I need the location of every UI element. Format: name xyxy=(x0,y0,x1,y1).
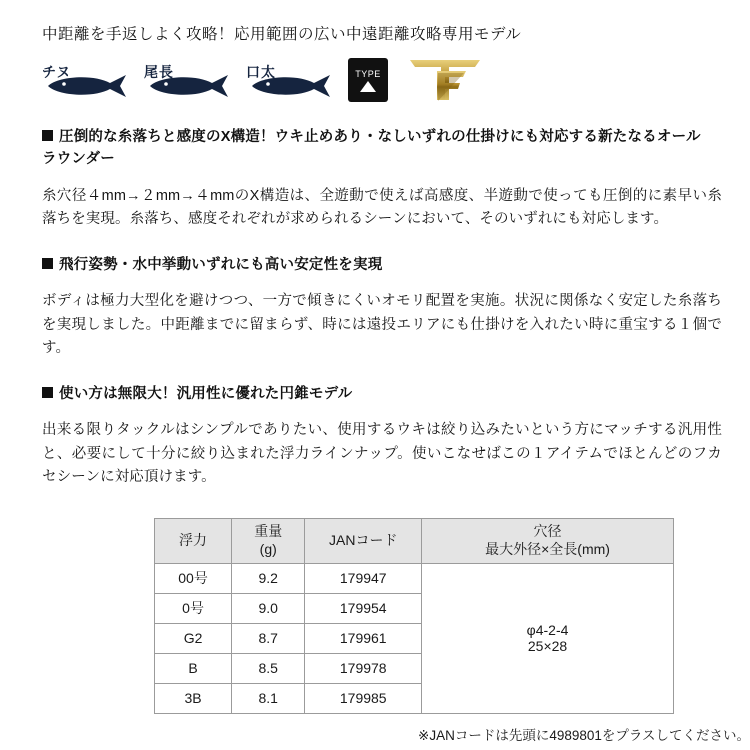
fish-label: チヌ xyxy=(42,64,72,80)
cell-weight: 9.2 xyxy=(232,563,305,593)
cell-buoyancy: G2 xyxy=(155,623,232,653)
cell-weight: 9.0 xyxy=(232,593,305,623)
section-heading-text: 飛行姿勢・水中挙動いずれにも高い安定性を実現 xyxy=(59,256,383,273)
section-heading-1 xyxy=(42,126,714,171)
section-heading-text: 圧倒的な糸落ちと感度のX構造！ウキ止めあり・なしいずれの仕掛けにも対応する新たなるオールラウンダー xyxy=(42,129,701,168)
section-body-3: 出来る限りタックルはシンプルでありたい、使用するウキは絞り込みたいという方にマッチする汎用性と、必要にして十分に絞り込まれた浮力ラインナップ。使いこなせばこの１アイテムでほとんどのフカセシーンに対応頂けます。 xyxy=(42,422,722,486)
spec-table-head xyxy=(155,518,674,563)
spec-table-wrapper xyxy=(154,518,674,714)
section-body-1: 糸穴径４mm→２mm→４mmのX構造は、全遊動で使えば高感度、半遊動で使っても圧倒的に素早い糸落ちを実現。糸落ち、感度それぞれが求められるシーンにおいて、そのいずれにも対応します。 xyxy=(42,187,722,228)
cell-buoyancy: 0号 xyxy=(155,593,232,623)
cell-buoyancy: B xyxy=(155,653,232,683)
section-body-2: ボディは極力大型化を避けつつ、一方で傾きにくいオモリ配置を実施。状況に関係なく安定した糸落ちを実現しました。中距離までに留まらず、時には遠投エリアにも仕掛けを入れたい時に重宝する１個です。 xyxy=(42,293,722,357)
section-heading-3 xyxy=(42,383,714,405)
cell-weight: 8.7 xyxy=(232,623,305,653)
cell-weight: 8.1 xyxy=(232,683,305,713)
fish-label: 尾長 xyxy=(144,64,174,80)
bullet-square-icon xyxy=(42,387,53,398)
bullet-square-icon xyxy=(42,258,53,269)
target-fish-badge-onaga xyxy=(144,60,232,100)
header-weight-line2: (g) xyxy=(259,540,277,557)
spec-table xyxy=(154,518,674,714)
bullet-square-icon xyxy=(42,130,53,141)
cell-weight: 8.5 xyxy=(232,653,305,683)
cell-jan: 179947 xyxy=(305,563,422,593)
cell-hole-diameter xyxy=(422,563,674,713)
cell-jan: 179978 xyxy=(305,653,422,683)
type-badge-label: TYPE xyxy=(355,68,381,79)
section-heading-2 xyxy=(42,254,714,276)
header-hole-line2: 最大外径×全長(mm) xyxy=(485,540,610,557)
badge-row xyxy=(42,56,714,104)
page-title: 中距離を手返しよく攻略！応用範囲の広い中遠距離攻略専用モデル xyxy=(42,26,522,43)
header-hole-line1: 穴径 xyxy=(533,523,562,540)
cell-jan: 179954 xyxy=(305,593,422,623)
cell-jan: 179961 xyxy=(305,623,422,653)
cell-jan: 179985 xyxy=(305,683,422,713)
tf-logo xyxy=(408,57,482,103)
header-weight xyxy=(232,518,305,563)
table-header-row xyxy=(155,518,674,563)
header-weight-line1: 重量 xyxy=(254,523,283,540)
cell-buoyancy: 3B xyxy=(155,683,232,713)
header-hole-diameter xyxy=(422,518,674,563)
type-badge xyxy=(348,58,388,102)
target-fish-badge-kuchibuto xyxy=(246,60,334,100)
header-jan-code: JANコード xyxy=(305,518,422,563)
header-buoyancy: 浮力 xyxy=(155,518,232,563)
table-row xyxy=(155,563,674,593)
jan-code-note: ※JANコードは先頭に4989801をプラスしてください。 xyxy=(418,727,750,743)
hole-value-line1: φ4-2-4 xyxy=(526,622,569,639)
spec-table-body xyxy=(155,563,674,713)
hole-value-line2: 25×28 xyxy=(527,638,568,655)
triangle-up-icon xyxy=(360,81,376,92)
fish-label: 口太 xyxy=(246,64,276,80)
cell-buoyancy: 00号 xyxy=(155,563,232,593)
section-heading-text: 使い方は無限大！汎用性に優れた円錐モデル xyxy=(59,385,353,402)
target-fish-badge-chinu xyxy=(42,60,130,100)
